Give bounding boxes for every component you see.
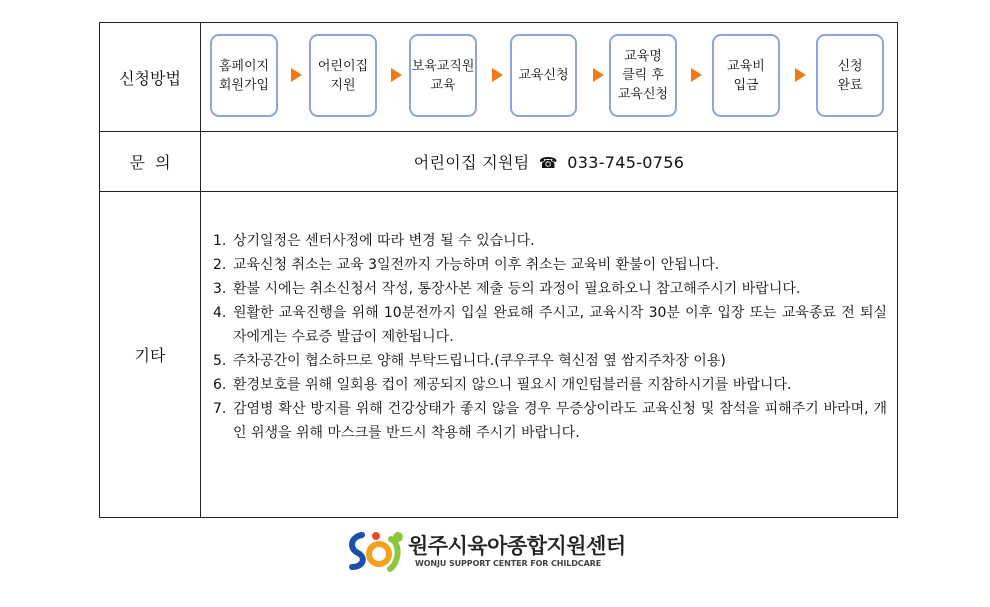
info-table	[99, 22, 898, 518]
phone-icon: ☎	[538, 154, 558, 172]
contact-label: 문 의	[100, 132, 201, 192]
note-number: 1.	[213, 233, 227, 249]
application-steps	[201, 23, 897, 131]
note-number: 6.	[213, 377, 227, 393]
step-daycare-support: 어린이집 지원	[309, 34, 377, 117]
note-item	[213, 397, 887, 445]
logo-name-english: WONJU SUPPORT CENTER FOR CHILDCARE	[415, 559, 602, 568]
step-click-course: 교육명 클릭 후 교육신청	[609, 34, 677, 117]
step-staff-training: 보육교직원 교육	[409, 34, 477, 117]
logo-name-korean: 원주시육아종합지원센터	[408, 534, 626, 558]
contact-row	[100, 132, 898, 192]
note-item	[213, 253, 887, 277]
notes-row	[100, 192, 898, 518]
notes-cell	[201, 192, 898, 518]
arrow-right-icon	[492, 68, 503, 82]
arrow-right-icon	[593, 68, 604, 82]
note-text: 교육신청 취소는 교육 3일전까지 가능하며 이후 취소는 교육비 환불이 안됩니다.	[233, 257, 720, 273]
notes-label: 기타	[100, 192, 201, 518]
note-text: 주차공간이 협소하므로 양해 부탁드립니다.(쿠우쿠우 혁신점 옆 쌈지주차장 이용)	[233, 353, 726, 369]
note-text: 감염병 확산 방지를 위해 건강상태가 좋지 않을 경우 무증상이라도 교육신청 및 참석을 피해주기 바라며, 개인 위생을 위해 마스크를 반드시 착용해 주시기 바랍니다.	[233, 401, 887, 441]
contact-cell	[201, 132, 898, 192]
note-text: 환불 시에는 취소신청서 작성, 통장사본 제출 등의 과정이 필요하오니 참고해주시기 바랍니다.	[233, 281, 801, 297]
application-steps-cell	[201, 23, 898, 132]
center-logo	[346, 527, 626, 575]
note-text: 환경보호를 위해 일회용 컵이 제공되지 않으니 필요시 개인텀블러를 지참하시기를 바랍니다.	[233, 377, 792, 393]
contact-team-name: 어린이집 지원팀	[413, 153, 530, 172]
notes-list	[213, 229, 887, 445]
note-item	[213, 349, 887, 373]
note-text: 상기일정은 센터사정에 따라 변경 될 수 있습니다.	[233, 233, 535, 249]
note-number: 5.	[213, 353, 227, 369]
arrow-right-icon	[291, 68, 302, 82]
note-number: 3.	[213, 281, 227, 297]
note-item	[213, 373, 887, 397]
note-number: 4.	[213, 305, 227, 321]
application-method-label: 신청방법	[100, 23, 201, 132]
note-number: 7.	[213, 401, 227, 417]
note-number: 2.	[213, 257, 227, 273]
note-item	[213, 229, 887, 253]
step-pay-fee: 교육비 입금	[712, 34, 780, 117]
note-item	[213, 277, 887, 301]
logo-mark-icon	[346, 529, 408, 573]
step-signup: 홈페이지 회원가입	[210, 34, 278, 117]
step-complete: 신청 완료	[816, 34, 884, 117]
note-item	[213, 301, 887, 349]
arrow-right-icon	[795, 68, 806, 82]
step-apply-training: 교육신청	[510, 34, 577, 117]
application-method-row	[100, 23, 898, 132]
arrow-right-icon	[691, 68, 702, 82]
note-text: 원활한 교육진행을 위해 10분전까지 입실 완료해 주시고, 교육시작 30분 이후 입장 또는 교육종료 전 퇴실자에게는 수료증 발급이 제한됩니다.	[233, 305, 887, 345]
arrow-right-icon	[391, 68, 402, 82]
contact-phone-number: 033-745-0756	[567, 153, 685, 172]
